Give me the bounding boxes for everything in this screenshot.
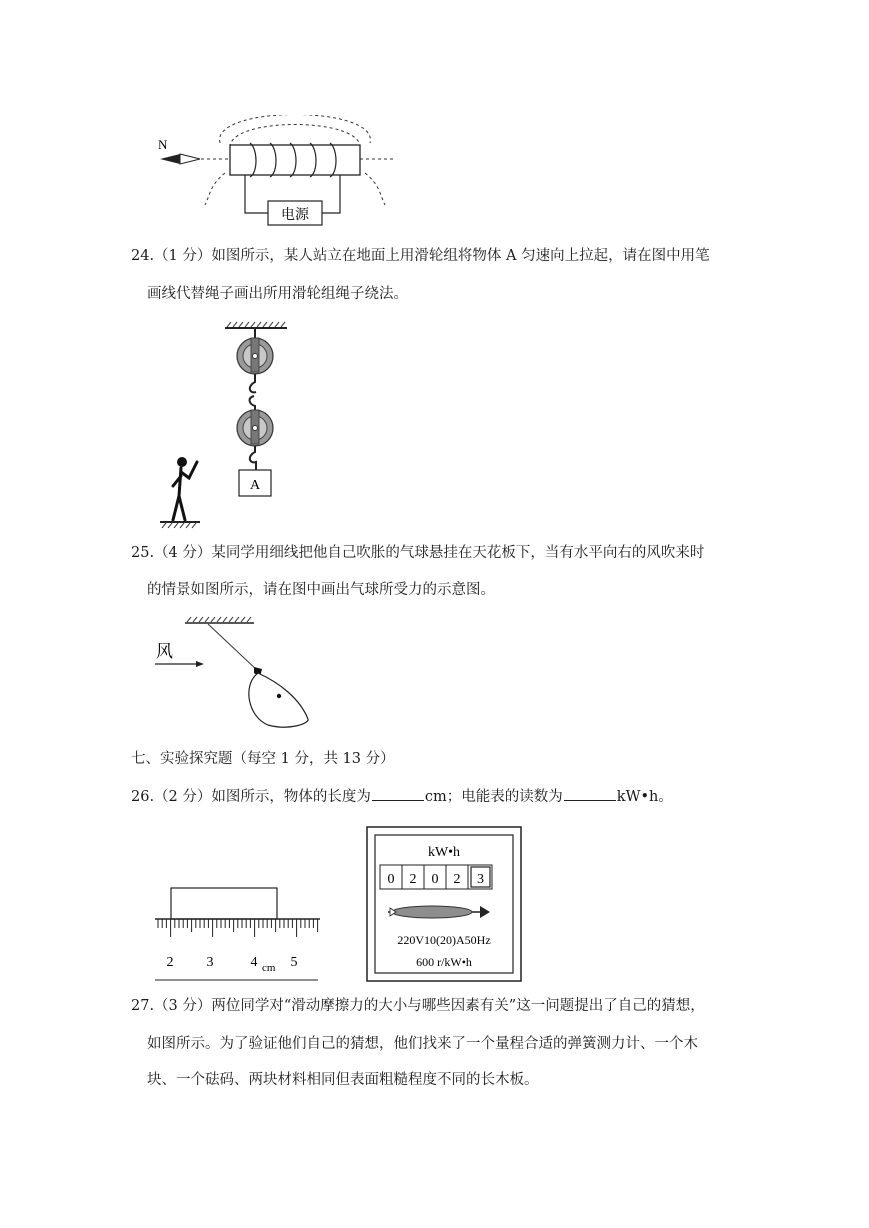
north-label: N — [158, 137, 168, 152]
meter-digit-5: 3 — [477, 872, 484, 887]
q24-line1: 24.（1 分）如图所示，某人站立在地面上用滑轮组将物体 A 匀速向上拉起，请在图中用笔 — [131, 248, 710, 264]
wire-right — [322, 175, 340, 213]
wire-left — [245, 175, 268, 213]
meter-digit-2: 2 — [409, 872, 417, 887]
q27-line2: 如图所示。为了验证他们自己的猜想，他们找来了一个量程合适的弹簧测力计、一个木 — [147, 1036, 698, 1052]
q25-line1: 25.（4 分）某同学用细线把他自己吹胀的气球悬挂在天花板下，当有水平向右的风吹来时 — [131, 545, 705, 561]
q27-line1: 27.（3 分）两位同学对“滑动摩擦力的大小与哪些因素有关”这一问题提出了自己的猜想， — [131, 998, 705, 1014]
person-figure — [173, 457, 197, 520]
power-label: 电源 — [281, 208, 309, 223]
ceiling — [225, 322, 287, 328]
movable-pulley — [237, 396, 273, 470]
meter-rating: 220V10(20)A50Hz — [397, 933, 491, 947]
meter-unit: kW•h — [427, 845, 461, 860]
q27-line3: 块、一个砝码、两块材料相同但表面粗糙程度不同的长木板。 — [147, 1072, 539, 1088]
q26-line — [131, 786, 673, 807]
meter-digit-3: 0 — [431, 872, 439, 887]
balloon — [249, 673, 308, 727]
ruler-label-2: 2 — [166, 955, 174, 970]
meter-digit-4: 2 — [453, 872, 461, 887]
meter-answer-blank[interactable] — [564, 786, 616, 801]
ruler-label-4: 4 — [250, 955, 258, 970]
balloon-center — [277, 694, 281, 698]
meter-constant: 600 r/kW•h — [416, 955, 472, 969]
block-a-label: A — [249, 478, 261, 493]
ruler-label-5: 5 — [290, 955, 298, 970]
pulley-figure — [155, 320, 295, 532]
section7-title: 七、实验探究题（每空 1 分，共 13 分） — [131, 751, 395, 767]
solenoid-figure — [150, 115, 400, 230]
length-answer-blank[interactable] — [372, 786, 424, 801]
wind-arrow — [155, 661, 204, 667]
q26-part2: cm；电能表的读数为 — [424, 789, 563, 805]
ruler-ticks — [158, 919, 318, 937]
wind-label: 风 — [156, 642, 173, 661]
fixed-pulley — [237, 338, 273, 392]
compass-needle — [160, 154, 200, 164]
measured-object — [171, 888, 277, 919]
balloon-figure — [150, 615, 320, 735]
string — [208, 624, 258, 671]
ceiling — [185, 617, 254, 623]
q26-part3: kW•h。 — [616, 789, 673, 805]
ground — [160, 522, 200, 528]
energy-meter-figure — [366, 826, 522, 982]
q26-part1: 26.（2 分）如图所示，物体的长度为 — [131, 789, 371, 805]
meter-digit-1: 0 — [387, 872, 395, 887]
q25-line2: 的情景如图所示，请在图中画出气球所受力的示意图。 — [147, 582, 495, 598]
ruler-figure — [150, 880, 325, 985]
q24-line2: 画线代替绳子画出所用滑轮组绳子绕法。 — [147, 286, 408, 302]
ruler-unit: cm — [262, 962, 276, 974]
ruler-label-3: 3 — [206, 955, 214, 970]
